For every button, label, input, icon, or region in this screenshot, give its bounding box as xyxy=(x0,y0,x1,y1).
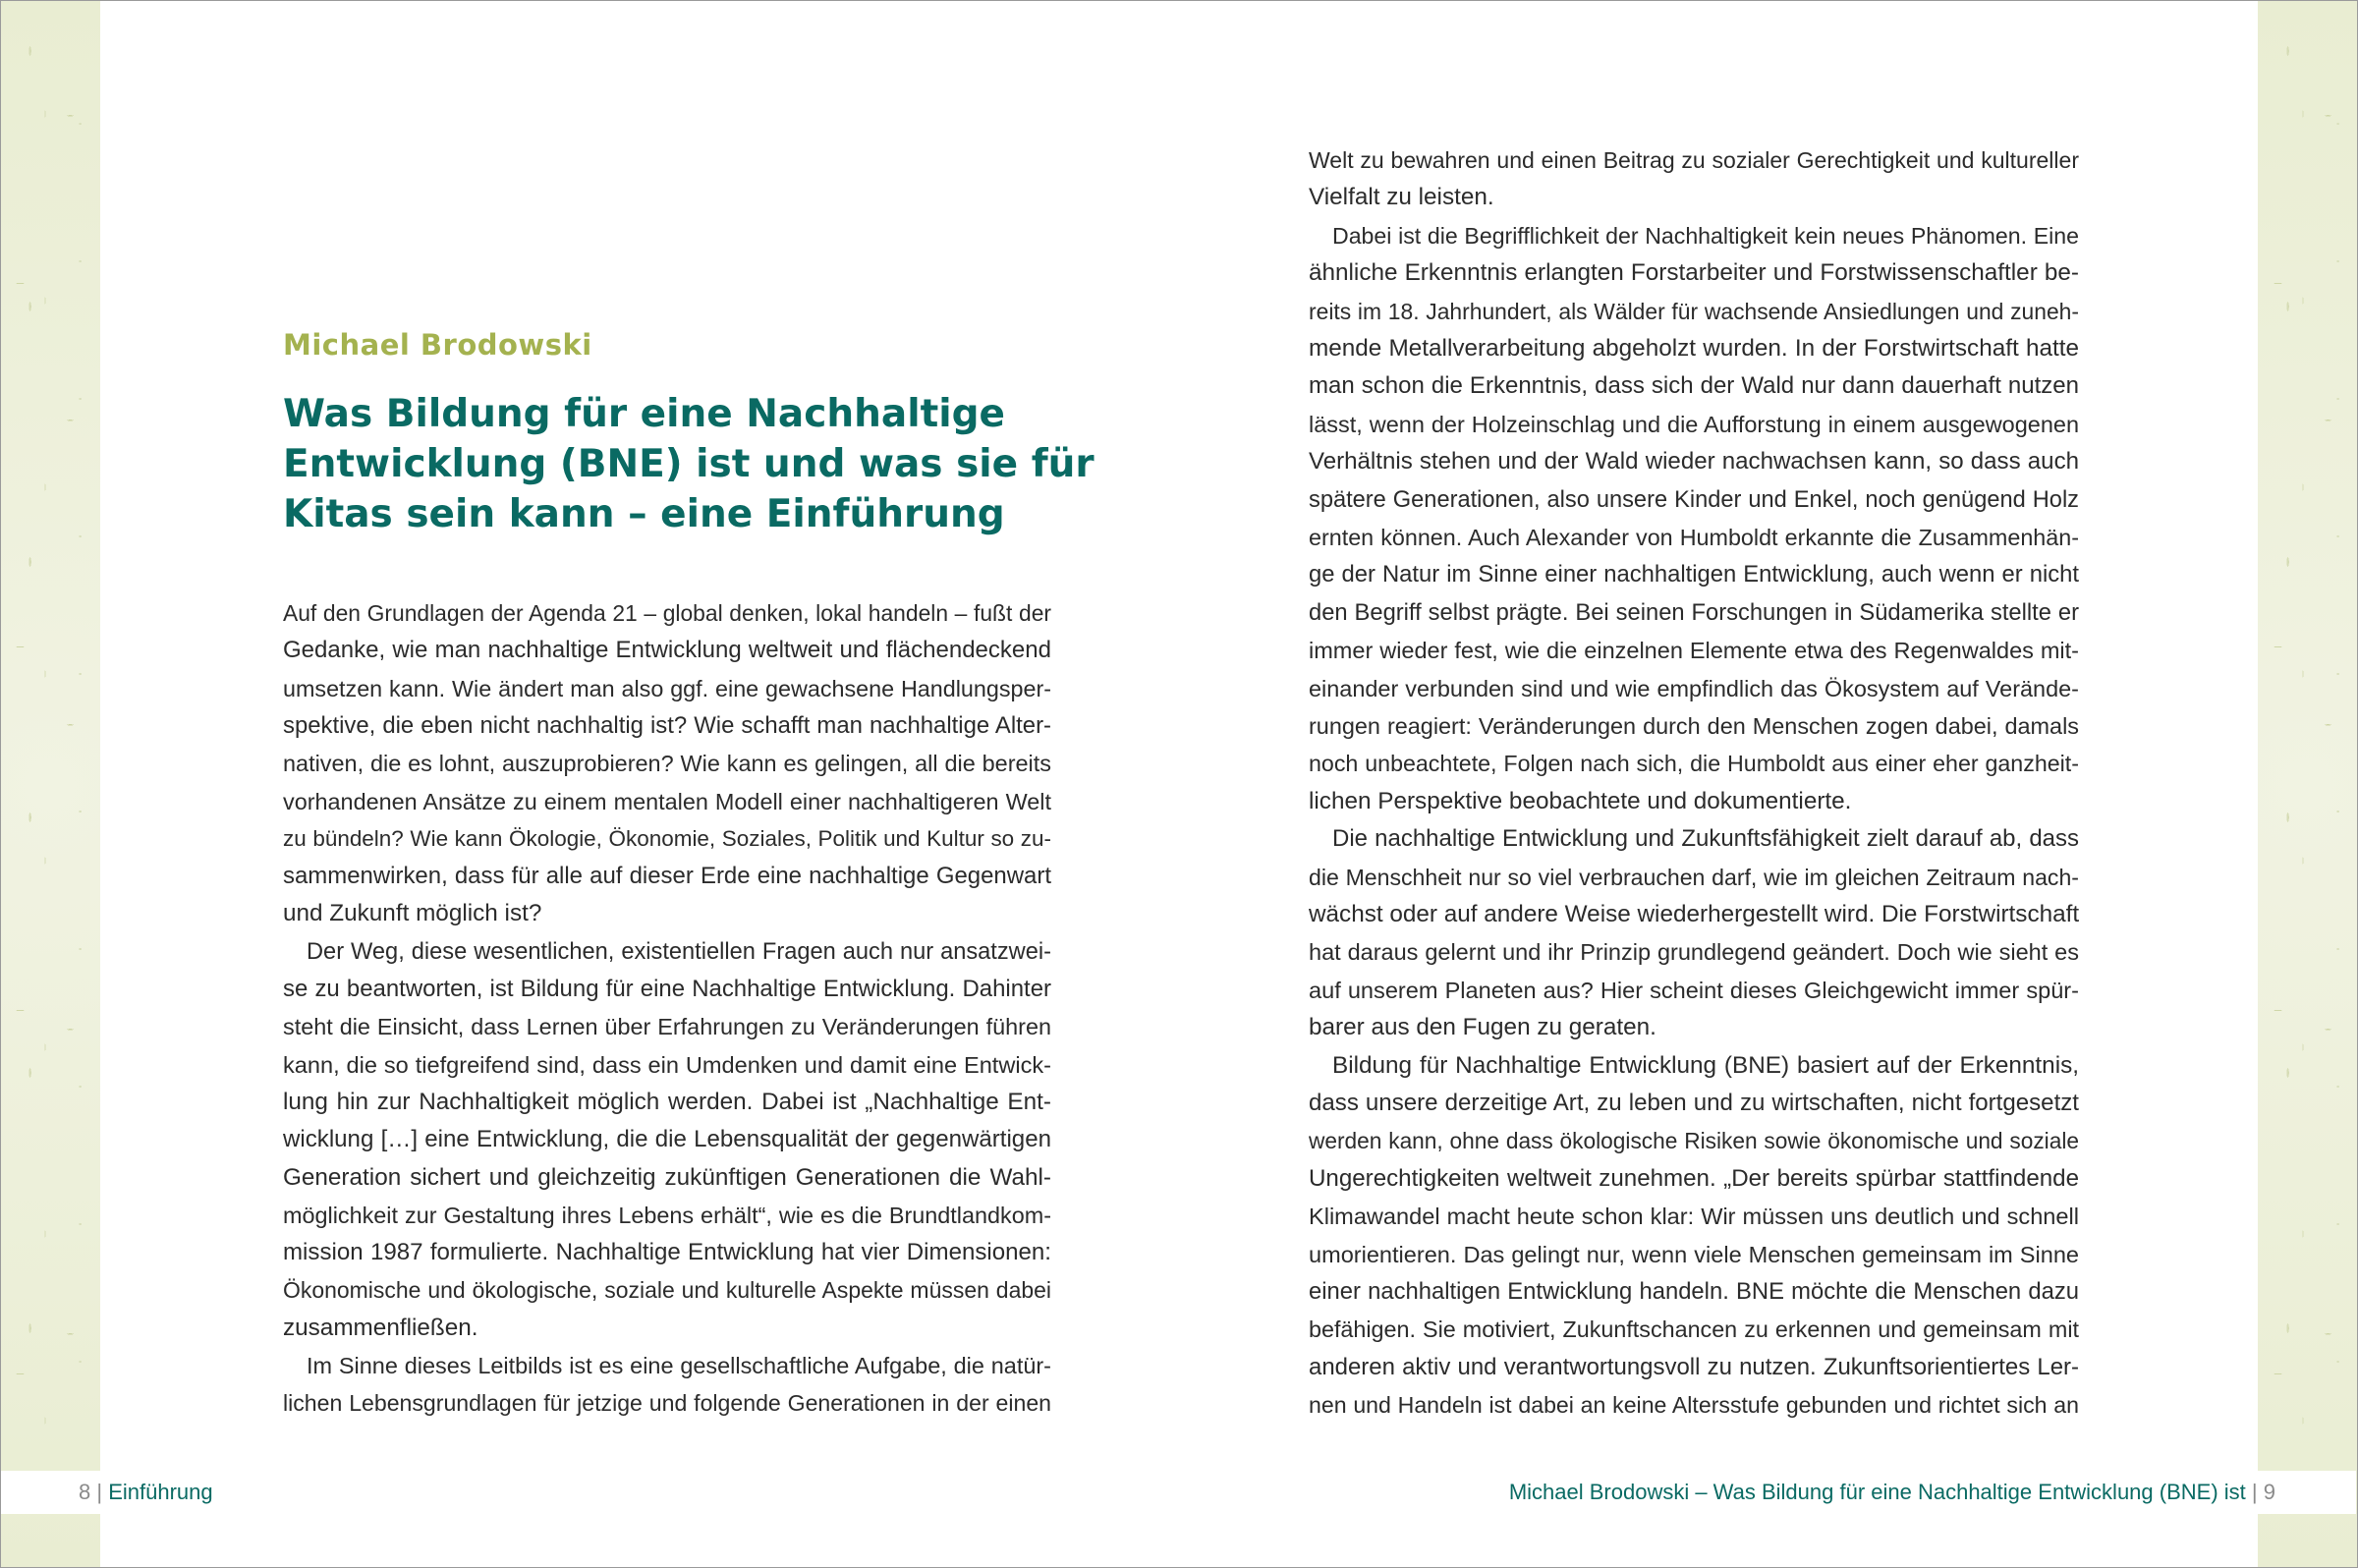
body-line: lichen Perspektive beobachtete und dokumentierte. xyxy=(1309,787,1852,814)
body-line: Verhältnis stehen und der Wald wieder nachwachsen kann, so dass auch xyxy=(1309,448,2079,476)
body-line: spektive, die eben nicht nachhaltig ist? Wie schafft man nachhaltige Alter- xyxy=(283,711,1051,739)
body-line: Auf den Grundlagen der Agenda 21 – global denken, lokal handeln – fußt der xyxy=(283,600,1051,626)
paper-texture-left xyxy=(0,0,103,1568)
body-line: einander verbunden sind und wie empfindlich das Ökosystem auf Verände- xyxy=(1309,675,2079,701)
running-header-label: Einführung xyxy=(108,1480,213,1504)
body-line: spätere Generationen, also unsere Kinder und Enkel, noch genügend Holz xyxy=(1309,486,2079,513)
body-line: noch unbeachtete, Folgen nach sich, die Humboldt aus einer eher ganzheit- xyxy=(1309,751,2079,777)
body-line: möglichkeit zur Gestaltung ihres Lebens erhält“, wie es die Brundtlandkom- xyxy=(283,1202,1051,1228)
body-line: Vielfalt zu leisten. xyxy=(1309,184,1494,211)
body-line: den Begriff selbst prägte. Bei seinen Forschungen in Südamerika stellte er xyxy=(1309,599,2079,626)
body-line: kann, die so tiefgreifend sind, dass ein Umdenken und damit eine Entwick- xyxy=(283,1051,1051,1078)
body-line: wicklung […] eine Entwicklung, die die Lebensqualität der gegenwärtigen xyxy=(283,1126,1051,1153)
body-line: die Menschheit nur so viel verbrauchen darf, wie im gleichen Zeitraum nach- xyxy=(1309,864,2079,890)
body-line: man schon die Erkenntnis, dass sich der Wald nur dann dauerhaft nutzen xyxy=(1309,372,2079,400)
body-line: nen und Handeln ist dabei an keine Altersstufe gebunden und richtet sich an xyxy=(1309,1392,2079,1419)
body-line: immer wieder fest, wie die einzelnen Elemente etwa des Regenwaldes mit- xyxy=(1309,638,2079,664)
left-folio xyxy=(79,1480,213,1505)
running-header-label: Michael Brodowski – Was Bildung für eine Nachhaltige Entwicklung (BNE) ist xyxy=(1508,1480,2246,1504)
body-line: sammenwirken, dass für alle auf dieser Erde eine nachhaltige Gegenwart xyxy=(283,863,1051,890)
body-line: werden kann, ohne dass ökologische Risiken sowie ökonomische und soziale xyxy=(1309,1128,2079,1154)
chapter-title-line: Entwicklung (BNE) ist und was sie für xyxy=(283,442,1095,486)
folio-separator: | xyxy=(96,1480,103,1504)
body-line: vorhandenen Ansätze zu einem mentalen Modell einer nachhaltigeren Welt xyxy=(283,788,1051,814)
body-line: Die nachhaltige Entwicklung und Zukunftsfähigkeit zielt darauf ab, dass xyxy=(1332,825,2079,853)
body-line: Dabei ist die Begrifflichkeit der Nachhaltigkeit kein neues Phänomen. Eine xyxy=(1332,222,2079,249)
body-line: anderen aktiv und verantwortungsvoll zu nutzen. Zukunftsorientiertes Ler- xyxy=(1309,1353,2079,1380)
body-line: befähigen. Sie motiviert, Zukunftschancen zu erkennen und gemeinsam mit xyxy=(1309,1316,2079,1343)
body-line: dass unsere derzeitige Art, zu leben und zu wirtschaften, nicht fortgesetzt xyxy=(1309,1090,2079,1116)
body-line: ähnliche Erkenntnis erlangten Forstarbeiter und Forstwissenschaftler be- xyxy=(1309,259,2079,287)
body-line: rungen reagiert: Veränderungen durch den Menschen zogen dabei, damals xyxy=(1309,713,2079,739)
body-line: mission 1987 formulierte. Nachhaltige Entwicklung hat vier Dimensionen: xyxy=(283,1239,1051,1266)
body-line: Welt zu bewahren und einen Beitrag zu sozialer Gerechtigkeit und kultureller xyxy=(1309,147,2079,173)
author-name: Michael Brodowski xyxy=(283,328,592,362)
body-line: lung hin zur Nachhaltigkeit möglich werden. Dabei ist „Nachhaltige Ent- xyxy=(283,1088,1051,1115)
folio-separator: | xyxy=(2251,1480,2258,1504)
body-line: Im Sinne dieses Leitbilds ist es eine gesellschaftliche Aufgabe, die natür- xyxy=(307,1353,1051,1378)
chapter-title-line: Kitas sein kann – eine Einführung xyxy=(283,492,1005,536)
body-line: ge der Natur im Sinne einer nachhaltigen Entwicklung, auch wenn er nicht xyxy=(1309,561,2079,588)
paper-texture-right xyxy=(2258,0,2358,1568)
page-number: 8 xyxy=(79,1480,91,1504)
body-line: lichen Lebensgrundlagen für jetzige und folgende Generationen in der einen xyxy=(283,1390,1051,1417)
body-line: steht die Einsicht, dass Lernen über Erfahrungen zu Veränderungen führen xyxy=(283,1014,1051,1040)
body-line: umorientieren. Das gelingt nur, wenn viele Menschen gemeinsam im Sinne xyxy=(1309,1241,2079,1267)
body-line: umsetzen kann. Wie ändert man also ggf. eine gewachsene Handlungsper- xyxy=(283,675,1051,701)
body-line: zu bündeln? Wie kann Ökologie, Ökonomie, Soziales, Politik und Kultur so zu- xyxy=(283,825,1051,851)
body-line: ernten können. Auch Alexander von Humboldt erkannte die Zusammenhän- xyxy=(1309,525,2079,550)
body-line: wächst oder auf andere Weise wiederhergestellt wird. Die Forstwirtschaft xyxy=(1309,901,2080,927)
body-line: Ungerechtigkeiten weltweit zunehmen. „Der bereits spürbar stattfindende xyxy=(1309,1164,2079,1192)
body-line: hat daraus gelernt und ihr Prinzip grundlegend geändert. Doch wie sieht es xyxy=(1309,939,2079,966)
body-line: und Zukunft möglich ist? xyxy=(283,900,542,927)
body-line: nativen, die es lohnt, auszuprobieren? Wie kann es gelingen, all die bereits xyxy=(283,751,1051,777)
body-line: lässt, wenn der Holzeinschlag und die Aufforstung in einem ausgewogenen xyxy=(1309,411,2079,437)
right-folio xyxy=(1509,1480,2275,1505)
chapter-title xyxy=(283,389,1095,539)
body-line: Generation sichert und gleichzeitig zukünftigen Generationen die Wahl- xyxy=(283,1163,1051,1191)
body-line: auf unserem Planeten aus? Hier scheint dieses Gleichgewicht immer spür- xyxy=(1309,977,2079,1003)
page-number: 9 xyxy=(2263,1480,2275,1504)
body-line: Der Weg, diese wesentlichen, existentiellen Fragen auch nur ansatzwei- xyxy=(307,938,1051,965)
body-line: zusammenfließen. xyxy=(283,1314,478,1341)
body-line: mende Metallverarbeitung abgeholzt wurden. In der Forstwirtschaft hatte xyxy=(1309,335,2079,362)
chapter-title-line: Was Bildung für eine Nachhaltige xyxy=(283,392,1005,436)
body-line: se zu beantworten, ist Bildung für eine Nachhaltige Entwicklung. Dahinter xyxy=(283,976,1051,1002)
body-line: reits im 18. Jahrhundert, als Wälder für wachsende Ansiedlungen und zuneh- xyxy=(1309,298,2079,324)
body-line: einer nachhaltigen Entwicklung handeln. BNE möchte die Menschen dazu xyxy=(1309,1278,2079,1305)
body-line: Bildung für Nachhaltige Entwicklung (BNE) basiert auf der Erkenntnis, xyxy=(1332,1051,2079,1079)
body-line: Klimawandel macht heute schon klar: Wir müssen uns deutlich und schnell xyxy=(1309,1204,2079,1230)
body-line: barer aus den Fugen zu geraten. xyxy=(1309,1014,1656,1041)
body-line: Ökonomische und ökologische, soziale und kulturelle Aspekte müssen dabei xyxy=(283,1277,1051,1304)
body-line: Gedanke, wie man nachhaltige Entwicklung weltweit und flächendeckend xyxy=(283,637,1051,664)
